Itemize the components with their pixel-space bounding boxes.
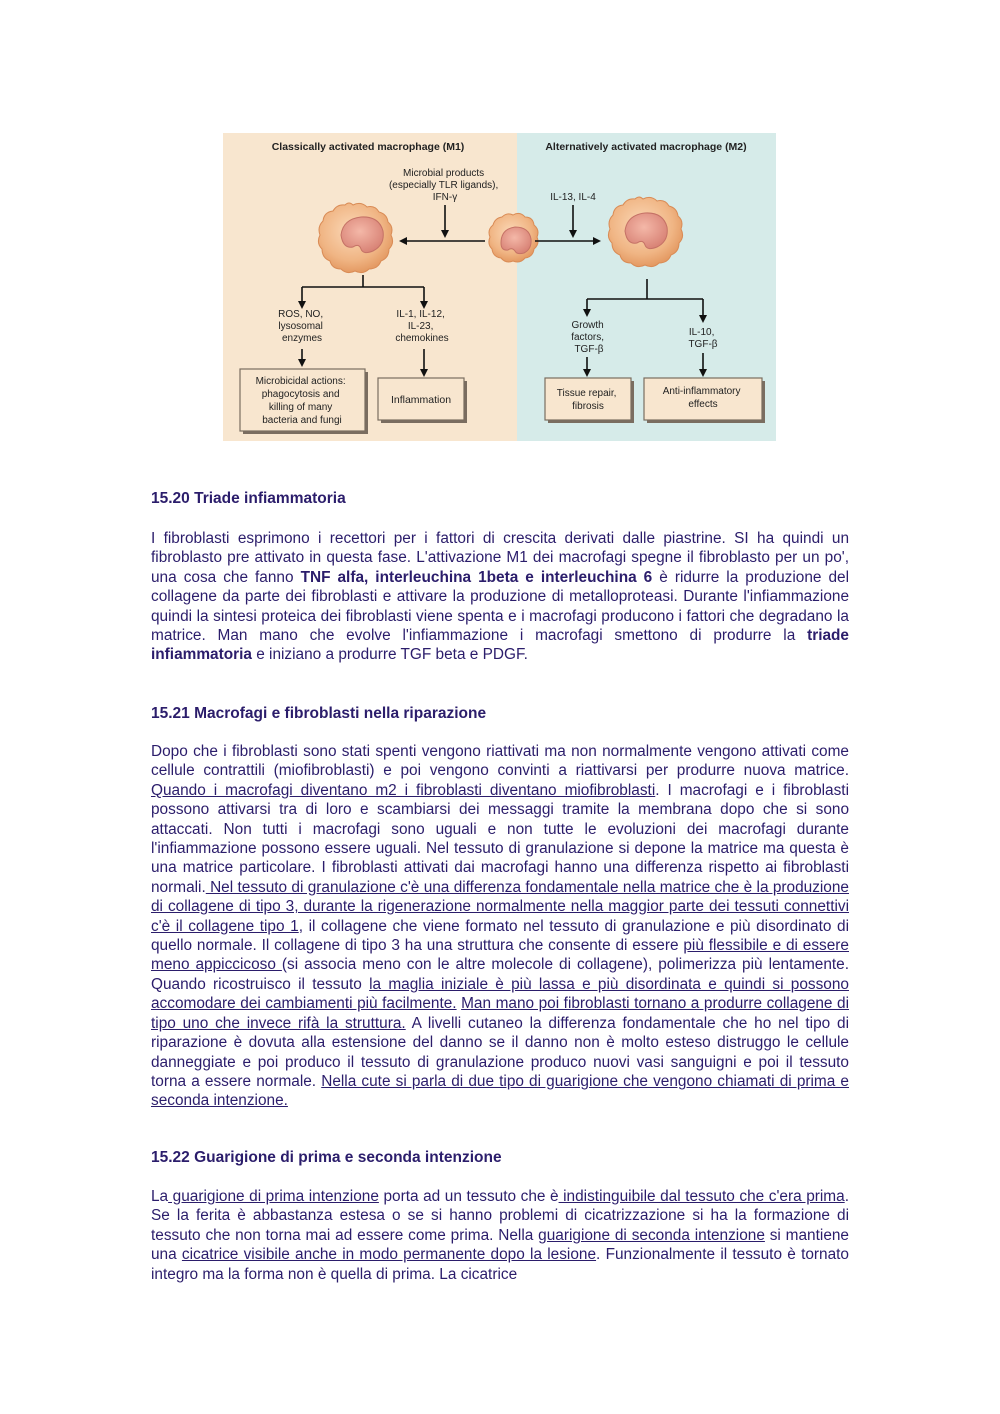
box-microbicidal <box>240 369 368 434</box>
underlined-text: Man mano poi fibroblasti tornano a produrre collagene di tipo uno che invece rifà la struttura. <box>151 995 850 1032</box>
monocyte-cell <box>489 213 538 262</box>
text-run: . I macrofagi e i fibroblasti possono attivarsi tra di loro e scambiarsi dei messaggi tramite la membrana dopo che si sono attaccati. Non tutti i macrofagi sono uguali e non tutte le evoluzioni dei macrofagi durante l'infiammazione possono essere uguali. Nel tessuto di granulazione si depone la matrice ma questa è una matrice particolare. I fibroblasti attivati dai macrofagi hanno una differenza rispetto ai fibroblasti normali. <box>151 781 849 896</box>
box-tissue-repair <box>545 378 634 423</box>
underlined-text: Nel tessuto di granulazione c'è una differenza fondamentale nella matrice che è la produzione di collagene di tipo 3, durante la rigenerazione normalmente nella maggior parte dei tessuti connettivi c'è il collagene tipo 1 <box>151 878 849 935</box>
text-run: , il collagene che viene formato nel tessuto di granulazione e più disordinato di quello normale. Il collagene di tipo 3 ha una struttura che consente di essere <box>151 917 849 955</box>
underlined-text: Nella cute si parla di due tipo di guarigione che vengono chiamati di prima e seconda intenzione. <box>151 1072 849 1110</box>
svg-text:Anti-inflammatory effe: Anti-inflammatory effects <box>662 386 741 410</box>
section-title-riparazione: 15.21 Macrofagi e fibroblasti nella riparazione <box>151 705 487 722</box>
bold-text: triade infiammatoria <box>151 627 849 664</box>
svg-text:Tissue repair, fibrosi: Tissue repair, fibrosis <box>556 388 617 412</box>
text-run: La <box>151 1188 169 1205</box>
underlined-text: Quando i macrofagi diventano m2 i fibroblasti diventano miofibroblasti <box>151 781 656 799</box>
text-run: si mantiene una <box>151 1226 849 1264</box>
paragraph-triade <box>151 529 849 665</box>
text-run: . Se la ferita è abbastanza estesa o se si hanno problemi di cicatrizzazione si ha la formazione di tessuto che non torna mai ad essere come prima. Nella <box>151 1188 849 1244</box>
text-run: e iniziano a produrre TGF beta e PDGF. <box>251 646 528 664</box>
svg-text:Inflammation: Inflammation <box>390 394 452 406</box>
svg-text:Microbicidal actions:: Microbicidal actions: phagocytosis and killing of many bacteria and fungi <box>255 376 346 426</box>
underlined-text: la maglia iniziale è più lassa e più disordinata e quindi si possono accomodare dei cambiamenti più facilmente. <box>151 975 849 1013</box>
m1-panel-title: Classically activated macrophage (M1) <box>271 141 465 153</box>
text-run: Dopo che i fibroblasti sono stati spenti vengono riattivati ma non normalmente vengono attivati come cellule contrattili (miofibroblasti) e poi vengono convinti a riattivarsi per produrre nuova matrice. <box>151 743 849 780</box>
macrophage-activation-figure <box>223 133 776 441</box>
paragraph-riparazione <box>151 742 849 1111</box>
text-run: è ridurre la produzione del collagene da parte dei fibroblasti e attivare la produzione di metalloproteasi. Durante l'infiammazione quindi la sintesi proteica dei fibroblasti viene spenta e i macrofagi producono i fattori che degradano la matrice. Man mano che evolve l'infiammazione i macrofagi smettono di produrre la <box>151 568 849 645</box>
m2-panel-title: Alternatively activated macrophage (M2) <box>545 141 747 153</box>
box-inflammation <box>378 378 467 423</box>
bold-text: TNF alfa, interleuchina 1beta e interleuchina 6 <box>300 568 653 586</box>
m1-output-left-label: ROS, NO, lysosomal enzymes <box>278 309 324 344</box>
underlined-text: indistinguibile dal tessuto che c'era prima <box>558 1188 845 1205</box>
section-title-triade: 15.20 Triade infiammatoria <box>151 490 346 507</box>
underlined-text: guarigione di seconda intenzione <box>538 1226 765 1244</box>
section-title-guarigione: 15.22 Guarigione di prima e seconda intenzione <box>151 1149 502 1166</box>
underlined-text: più flessibile e di essere meno appiccicoso <box>151 937 849 974</box>
text-run: A livelli cutaneo la differenza fondamentale che ho nel tipo di riparazione è dovuta alla estensione del danno se il danno non è molto esteso distruggo le cellule danneggiate e poi produco il tessuto di granulazione produco nuovi vasi sanguigni e poi il tessuto torna a essere normale. <box>151 1014 849 1090</box>
text-run: I fibroblasti esprimono i recettori per i fattori di crescita derivati dalle piastrine. SI ha quindi un fibroblasto pre attivato in questa fase. L'attivazione M1 dei macrofagi spegne il fibroblasto per un po', una cosa che fanno <box>151 530 849 586</box>
m2-output-right-label: IL-10, TGF-β <box>688 327 718 350</box>
text-run: porta ad un tessuto che è <box>378 1188 559 1205</box>
m2-output-left-label: Growth factors, TGF-β <box>571 320 605 355</box>
box-anti-inflammatory <box>644 378 765 423</box>
stimulus-m2-label: IL-13, IL-4 <box>550 192 596 203</box>
m1-output-right-label: IL-1, IL-12, IL-23, chemokines <box>395 309 449 344</box>
stimulus-m1-label: Microbial products (especially TLR ligands), IFN-γ <box>388 168 499 203</box>
paragraph-guarigione <box>151 1187 849 1284</box>
underlined-text: guarigione di prima intenzione <box>168 1188 379 1205</box>
text-run: . Funzionalmente il tessuto è tornato integro ma la forma non è quella di prima. La cicatrice <box>151 1246 849 1283</box>
underlined-text: cicatrice visibile anche in modo permanente dopo la lesione <box>181 1246 597 1264</box>
text-run: (si associa meno con le altre molecole di collagene), polimerizza più lentamente. Quando ricostruisco il tessuto <box>151 956 850 993</box>
